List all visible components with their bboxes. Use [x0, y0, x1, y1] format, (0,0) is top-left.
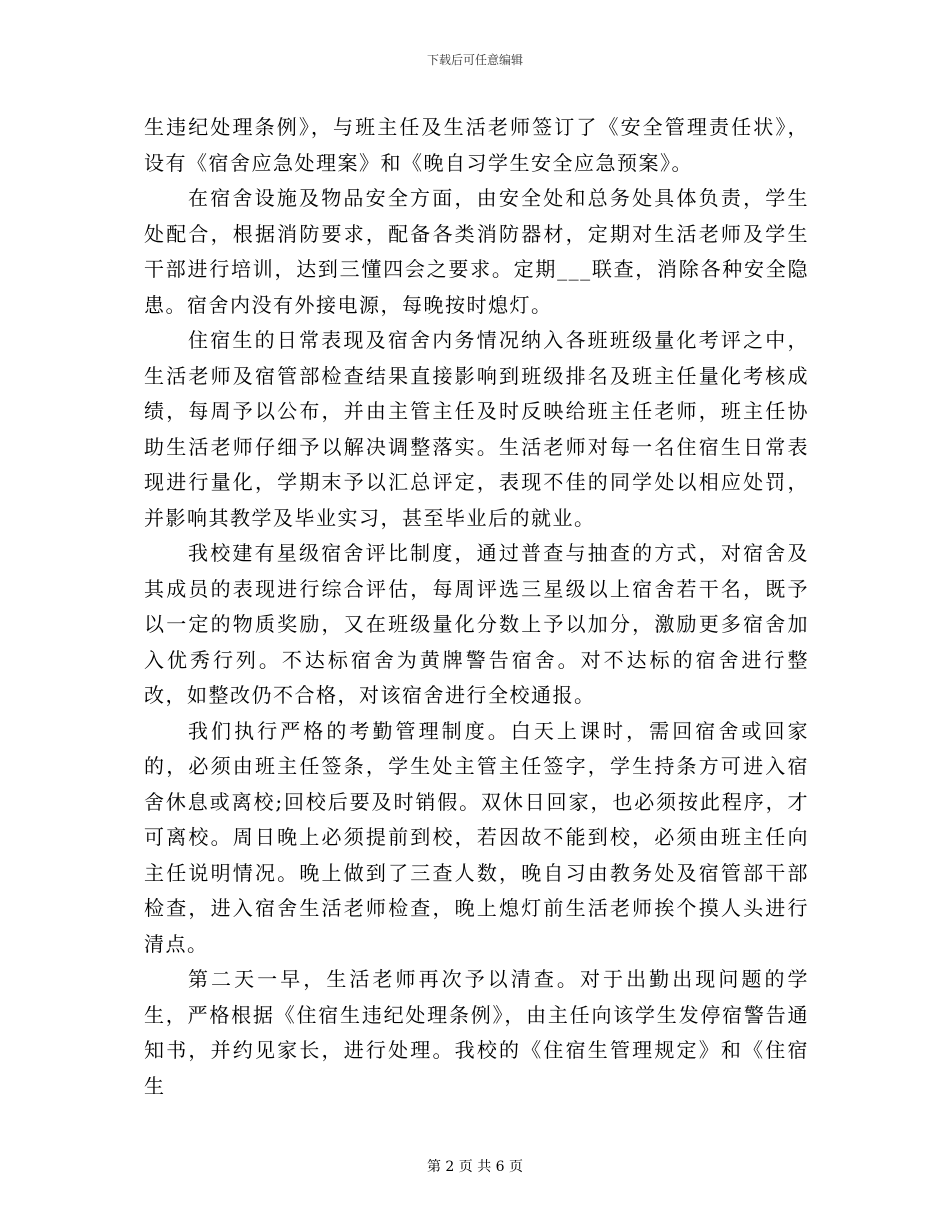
paragraph-morning-check: 第二天一早，生活老师再次予以清查。对于出勤出现问题的学生，严格根据《住宿生违纪处理条例》，由主任向该学生发停宿警告通知书，并约见家长，进行处理。我校的《住宿生管理规定》和《住宿生 — [144, 967, 809, 1098]
paragraph-attendance: 我们执行严格的考勤管理制度。白天上课时，需回宿舍或回家的，必须由班主任签条，学生处主管主任签字，学生持条方可进入宿舍休息或离校;回校后要及时销假。双休日回家，也必须按此程序，才可离校。周日晚上必须提前到校，若因故不能到校，必须由班主任向主任说明情况。晚上做到了三查人数，晚自习由教务处及宿管部干部检查，进入宿舍生活老师检查，晚上熄灯前生活老师挨个摸人头进行清点。 — [144, 718, 809, 956]
paragraph-daily-performance: 住宿生的日常表现及宿舍内务情况纳入各班班级量化考评之中，生活老师及宿管部检查结果直接影响到班级排名及班主任量化考核成绩，每周予以公布，并由主管主任及时反映给班主任老师，班主任协助生活老师仔细予以解决调整落实。生活老师对每一名住宿生日常表现进行量化，学期末予以汇总评定，表现不佳的同学处以相应处罚，并影响其教学及毕业实习，甚至毕业后的就业。 — [144, 328, 809, 530]
document-body — [144, 110, 809, 1104]
paragraph-continuation: 生违纪处理条例》，与班主任及生活老师签订了《安全管理责任状》，设有《宿舍应急处理案》和《晚自习学生安全应急预案》。 — [144, 115, 809, 175]
page-number: 第 2 页 共 6 页 — [426, 1159, 524, 1175]
header-note: 下载后可任意编辑 — [426, 53, 523, 67]
paragraph-facility-safety: 在宿舍设施及物品安全方面，由安全处和总务处具体负责，学生处配合，根据消防要求，配备各类消防器材，定期对生活老师及学生干部进行培训，达到三懂四会之要求。定期___联查，消除各种安全隐患。宿舍内没有外接电源，每晚按时熄灯。 — [144, 186, 809, 317]
paragraph-star-dormitory: 我校建有星级宿舍评比制度，通过普查与抽查的方式，对宿舍及其成员的表现进行综合评估，每周评选三星级以上宿舍若干名，既予以一定的物质奖励，又在班级量化分数上予以加分，激励更多宿舍加入优秀行列。不达标宿舍为黄牌警告宿舍。对不达标的宿舍进行整改，如整改仍不合格，对该宿舍进行全校通报。 — [144, 541, 809, 707]
